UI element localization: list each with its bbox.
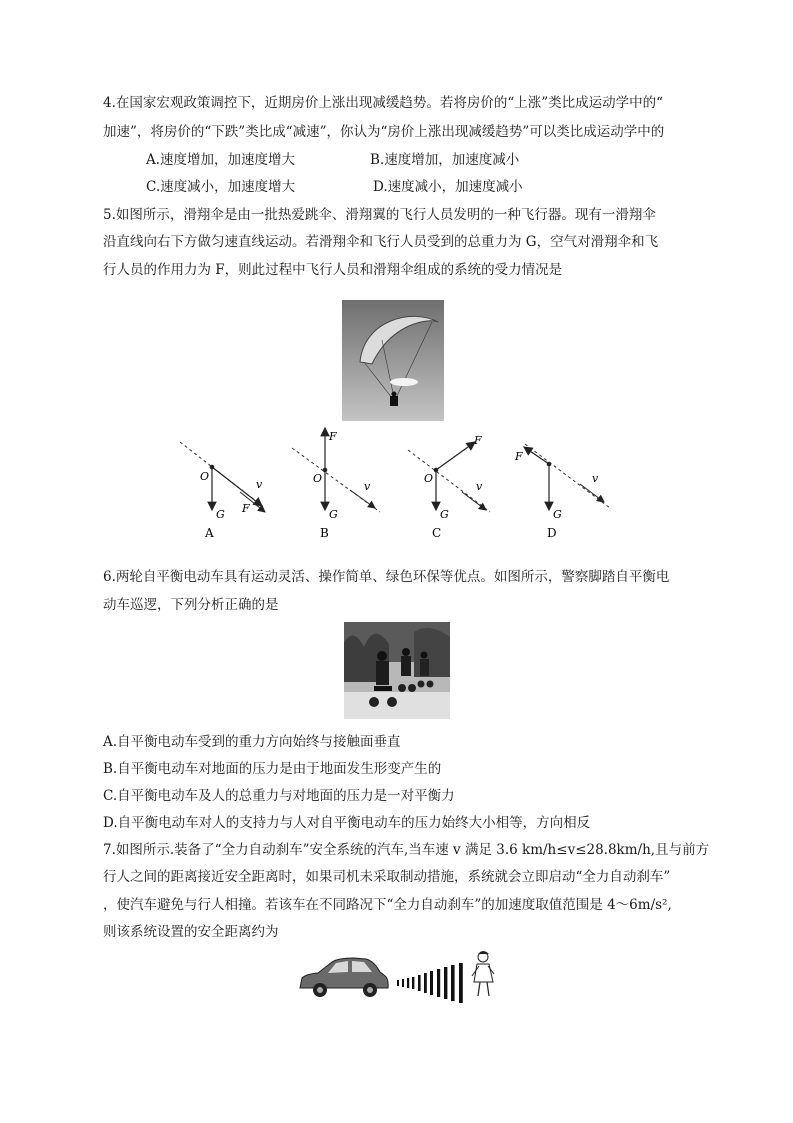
q7-stem-line3: ，使汽车避免与行人相撞。若该车在不同路况下“全力自动刹车”的加速度取值范围是 4～6m/s², (103, 897, 672, 913)
diagram-a-g-label: G (216, 508, 225, 521)
diagram-c (408, 434, 490, 540)
car-pedestrian-svg (296, 948, 502, 1004)
q4-option-b: B.速度增加，加速度减小 (370, 152, 520, 168)
q6-option-d: D.自平衡电动车对人的支持力与人对自平衡电动车的压力始终大小相等，方向相反 (103, 815, 591, 831)
force-diagrams (170, 420, 620, 550)
q4-option-c: C.速度减小，加速度增大 (146, 179, 296, 195)
diagram-d-g-label: G (553, 508, 562, 521)
diagram-d (514, 444, 610, 540)
diagram-c-v-label: v (476, 480, 483, 493)
diagram-b (292, 428, 380, 540)
diagram-a-o-label: O (200, 470, 210, 483)
diagram-a (180, 442, 265, 540)
radar-waves-icon (397, 963, 463, 1003)
diagram-d-label: D (547, 526, 557, 540)
diagram-c-o-label: O (424, 472, 434, 485)
diagram-d-f-label: F (515, 450, 523, 463)
q7-stem-line4: 则该系统设置的安全距离约为 (103, 924, 279, 940)
paraglider-photo (342, 300, 444, 421)
q4-stem-line2: 加速”，将房价的“下跌”类比成“减速”，你认为“房价上涨出现减缓趋势”可以类比成运动学中的 (103, 124, 665, 140)
q6-option-a: A.自平衡电动车受到的重力方向始终与接触面垂直 (103, 734, 401, 750)
pedestrian-icon (472, 951, 494, 996)
q4-option-a: A.速度增加，加速度增大 (146, 152, 296, 168)
q6-option-b: B.自平衡电动车对地面的压力是由于地面发生形变产生的 (103, 761, 442, 777)
diagram-c-label: C (432, 526, 442, 540)
diagram-c-f-label: F (474, 434, 482, 447)
car-pedestrian-illustration (296, 948, 502, 1004)
diagram-b-label: B (320, 526, 329, 540)
q6-stem-line1: 6.两轮自平衡电动车具有运动灵活、操作简单、绿色环保等优点。如图所示，警察脚踏自平衡电 (103, 569, 670, 585)
q5-stem-line3: 行人员的作用力为 F，则此过程中飞行人员和滑翔伞组成的系统的受力情况是 (103, 262, 563, 278)
diagram-b-f-label: F (329, 430, 337, 443)
diagram-b-g-label: G (329, 508, 338, 521)
segway-police-photo (344, 622, 450, 719)
q5-stem-line1: 5.如图所示，滑翔伞是由一批热爱跳伞、滑翔翼的飞行人员发明的一种飞行器。现有一滑翔伞 (103, 207, 656, 223)
car-icon (300, 958, 388, 997)
diagram-b-o-label: O (313, 472, 323, 485)
q4-option-d: D.速度减小，加速度减小 (373, 179, 523, 195)
diagram-b-v-label: v (364, 480, 371, 493)
q4-stem-line1: 4.在国家宏观政策调控下，近期房价上涨出现减缓趋势。若将房价的“上涨”类比成运动学中的“ (103, 95, 664, 111)
diagram-a-v-label: v (256, 478, 263, 491)
q7-stem-line1: 7.如图所示.装备了“全力自动刹车”安全系统的汽车,当车速 v 满足 3.6 km/h≤v≤28.8km/h,且与前方 (103, 842, 710, 858)
q5-stem-line2: 沿直线向右下方做匀速直线运动。若滑翔伞和飞行人员受到的总重力为 G，空气对滑翔伞和飞 (103, 234, 659, 250)
diagram-c-g-label: G (440, 508, 449, 521)
q6-option-c: C.自平衡电动车及人的总重力与对地面的压力是一对平衡力 (103, 788, 455, 804)
diagram-a-f-label: F (242, 502, 250, 515)
diagram-a-label: A (205, 526, 214, 540)
q6-stem-line2: 动车巡逻，下列分析正确的是 (103, 597, 279, 613)
q7-stem-line2: 行人之间的距离接近安全距离时，如果司机未采取制动措施，系统就会立即启动“全力自动刹车” (103, 869, 671, 885)
diagram-d-v-label: v (592, 472, 599, 485)
force-diagrams-svg (170, 420, 620, 550)
